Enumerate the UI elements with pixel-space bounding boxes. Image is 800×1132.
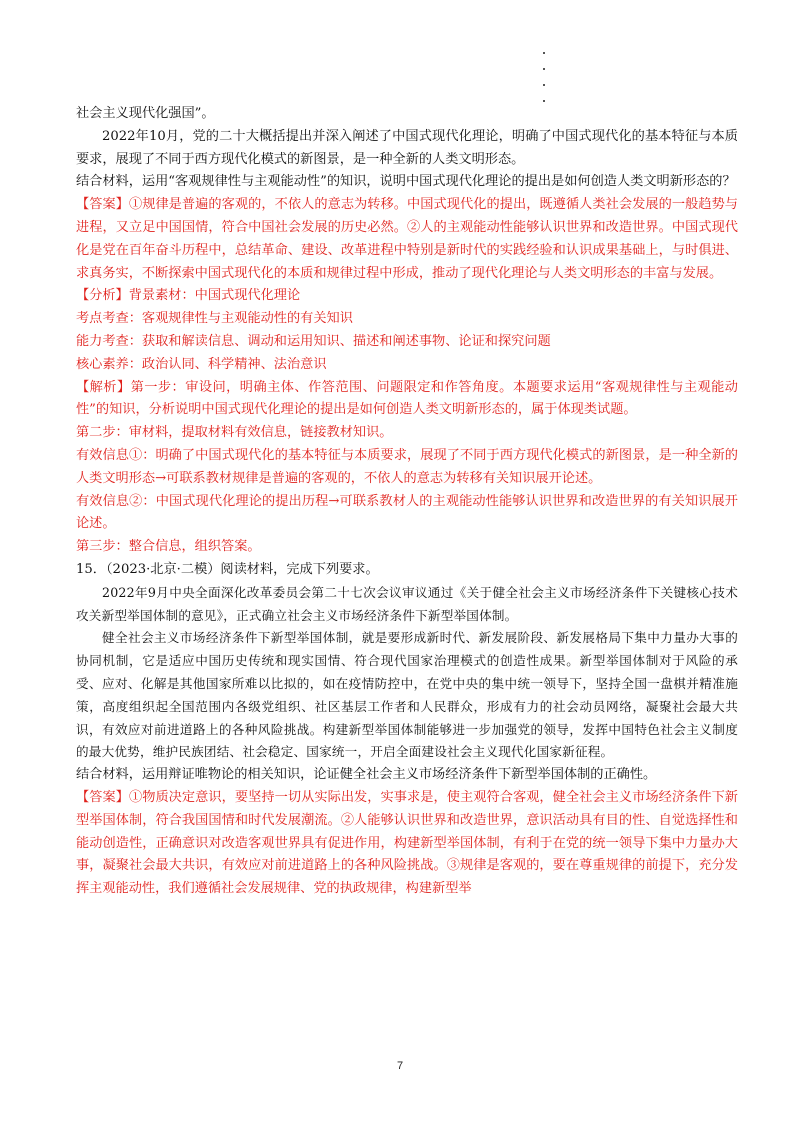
page-number: 7 — [396, 1060, 404, 1072]
analysis-core-literacy: 核心素养：政治认同、科学精神、法治意识 — [76, 356, 327, 372]
effective-info-one: 有效信息①：明确了中国式现代化的基本特征与本质要求，展现了不同于西方现代化模式的新图景，是一种全新的人类文明形态→可联系教材规律是普遍的客观的，不依人的意志为转移有关知识展开论述。 — [76, 447, 738, 486]
analysis-knowledge-point: 考点考查：客观规律性与主观能动性的有关知识 — [76, 311, 353, 327]
question-15-prompt: 结合材料，运用辩证唯物论的相关知识，论证健全社会主义市场经济条件下新型举国体制的正确性。 — [76, 767, 657, 783]
question-15-header: 15．（2023·北京·二模）阅读材料，完成下列要求。 — [76, 561, 379, 577]
answer-paragraph: 【答案】①规律是普遍的客观的，不依人的意志为转移。中国式现代化的提出，既遵循人类社会发展的一般趋势与进程，又立足中国国情，符合中国社会发展的历史必然。②人的主观能动性能够认识世界和改造世界。中国式现代化是党在百年奋斗历程中，总结革命、建设、改革进程中特别是新时代的实践经验和认识成果基础上，与时俱进、求真务实，不断探索中国式现代化的本质和规律过程中形成，推动了现代化理论与人类文明形态的丰富与发展。 — [76, 197, 738, 281]
explanation-step-three: 第三步：整合信息，组织答案。 — [76, 539, 261, 555]
material-paragraph-2: 健全社会主义市场经济条件下新型举国体制，就是要形成新时代、新发展阶段、新发展格局下集中力量办大事的协同机制，它是适应中国历史传统和现实国情、符合现代国家治理模式的创造性成果。新型举国体制对于风险的承受、应对、化解是其他国家所难以比拟的，如在疫情防控中，在党中央的集中统一领导下，坚持全国一盘棋并精准施策，高度组织起全国范围内各级党组织、社区基层工作者和人民群众，形成有力的社会动员网络，凝聚社会最大共识，有效应对前进道路上的各种风险挑战。构建新型举国体制能够进一步加强党的领导，发挥中国特色社会主义制度的最大优势，维护民族团结、社会稳定、国家统一，开启全面建设社会主义现代化国家新征程。 — [76, 630, 738, 760]
explanation-step-one: 【解析】第一步：审设问，明确主体、作答范围、问题限定和作答角度。本题要求运用“客观规律性与主观能动性”的知识，分析说明中国式现代化理论的提出是如何创造人类文明新形态的，属于体现类试题。 — [76, 379, 738, 418]
question-prompt: 结合材料，运用“客观规律性与主观能动性”的知识，说明中国式现代化理论的提出是如何创造人类文明新形态的？ — [76, 174, 736, 190]
analysis-background: 【分析】背景素材：中国式现代化理论 — [76, 288, 301, 304]
paragraph-continuation: 社会主义现代化强国”。 — [76, 106, 215, 121]
effective-info-two: 有效信息②：中国式现代化理论的提出历程→可联系教材人的主观能动性能够认识世界和改造世界的有关知识展开论述。 — [76, 493, 738, 532]
analysis-ability: 能力考查：获取和解读信息、调动和运用知识、描述和阐述事物、论证和探究问题 — [76, 333, 551, 349]
material-paragraph-1: 2022年9月中央全面深化改革委员会第二十七次会议审议通过《关于健全社会主义市场经济条件下关键核心技术攻关新型举国体制的意见》，正式确立社会主义市场经济条件下新型举国体制。 — [76, 584, 738, 623]
material-paragraph: 2022年10月，党的二十大概括提出并深入阐述了中国式现代化理论，明确了中国式现代化的基本特征与本质要求，展现了不同于西方现代化模式的新图景，是一种全新的人类文明形态。 — [76, 128, 738, 167]
document-body — [76, 103, 738, 901]
answer-paragraph-15: 【答案】①物质决定意识，要坚持一切从实际出发，实事求是，使主观符合客观，健全社会主义市场经济条件下新型举国体制，符合我国国情和时代发展潮流。②人能够认识世界和改造世界，意识活动具有目的性、自觉选择性和能动创造性，正确意识对改造客观世界具有促进作用，构建新型举国体制，有利于在党的统一领导下集中力量办大事，凝聚社会最大共识，有效应对前进道路上的各种风险挑战。③规律是客观的，要在尊重规律的前提下，充分发挥主观能动性，我们遵循社会发展规律、党的执政规律，构建新型举 — [76, 789, 738, 897]
explanation-step-two: 第二步：审材料，提取材料有效信息，链接教材知识。 — [76, 425, 393, 441]
